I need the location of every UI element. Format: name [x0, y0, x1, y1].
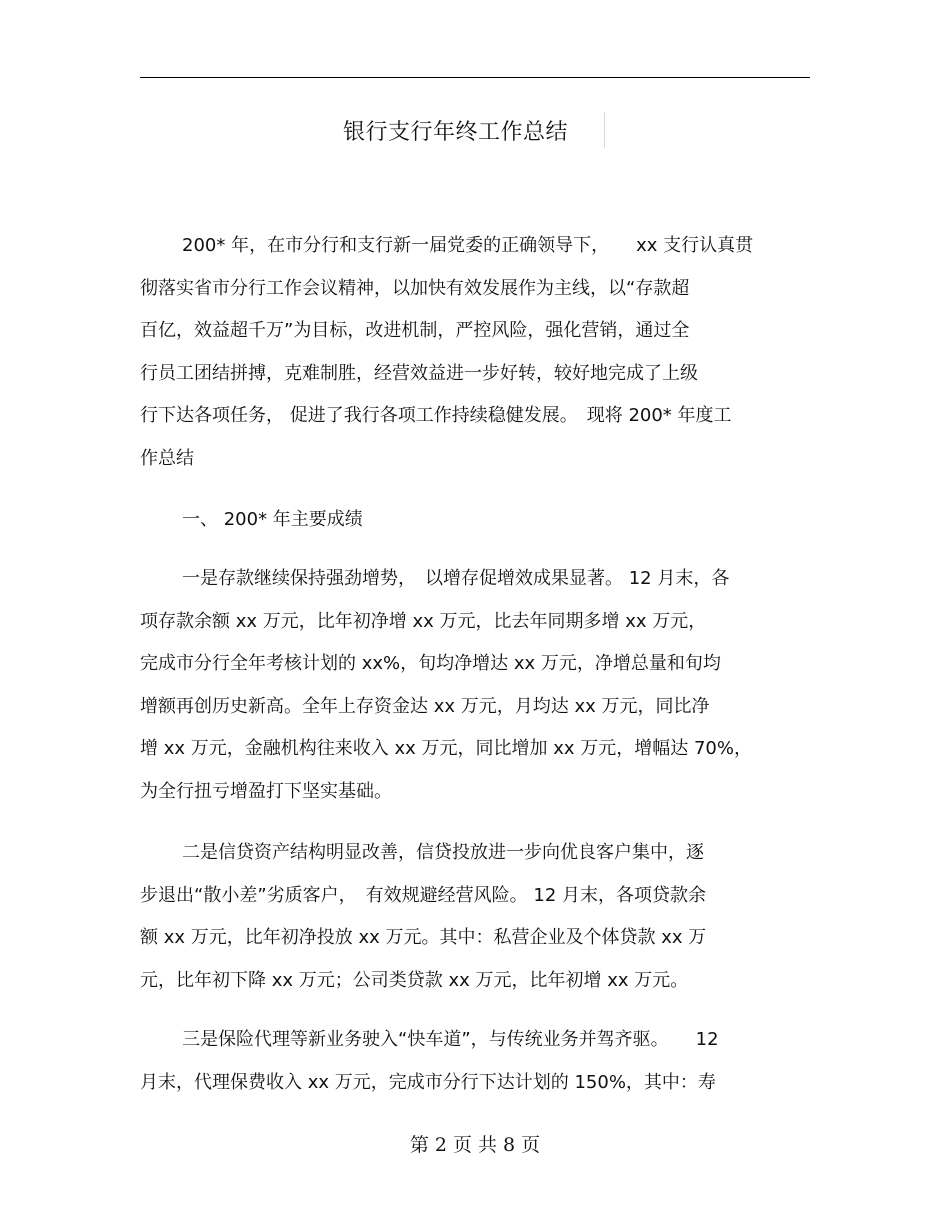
text-line: 一是存款继续保持强劲增势， 以增存促增效成果显著。 12 月末，各: [182, 568, 730, 589]
text-line: 增 xx 万元，金融机构往来收入 xx 万元，同比增加 xx 万元，增幅达 70%，: [140, 738, 752, 759]
page-number: 第 2 页 共 8 页: [409, 1134, 541, 1156]
paragraph-deposits: [140, 558, 810, 813]
header-rule: [140, 77, 810, 78]
section-heading: 一、 200* 年主要成绩: [182, 509, 363, 530]
text-line: 增额再创历史新高。全年上存资金达 xx 万元，月均达 xx 万元，同比净: [140, 695, 710, 717]
text-line: 项存款余额 xx 万元，比年初净增 xx 万元，比去年同期多增 xx 万元，: [140, 610, 707, 632]
text-line: 作总结: [140, 447, 194, 469]
text-line: 二是信贷资产结构明显改善，信贷投放进一步向优良客户集中，逐: [182, 842, 704, 863]
text-line: 行下达各项任务， 促进了我行各项工作持续稳健发展。 现将 200* 年度工: [140, 405, 732, 426]
text-line: 月末，代理保费收入 xx 万元，完成市分行下达计划的 150%，其中：寿: [140, 1071, 716, 1093]
text-line: 完成市分行全年考核计划的 xx%，旬均净增达 xx 万元，净增总量和旬均: [140, 653, 721, 674]
text-line: 额 xx 万元，比年初净投放 xx 万元。其中：私营企业及个体贷款 xx 万: [140, 927, 707, 948]
text-line: 百亿，效益超千万”为目标，改进机制，严控风险，强化营销，通过全: [140, 320, 690, 341]
intro-paragraph: [140, 225, 810, 480]
text-line: 元，比年初下降 xx 万元；公司类贷款 xx 万元，比年初增 xx 万元。: [140, 969, 689, 991]
text-line: 彻落实省市分行工作会议精神，以加快有效发展作为主线，以“存款超: [140, 277, 690, 299]
text-line: 三是保险代理等新业务驶入“快车道”，与传统业务并驾齐驱。 12: [182, 1029, 719, 1050]
paragraph-credit: [140, 832, 810, 1002]
text-line: 200* 年，在市分行和支行新一届党委的正确领导下， xx 支行认真贯: [182, 235, 754, 256]
text-line: 为全行扭亏增盈打下坚实基础。: [140, 780, 392, 802]
text-line: 步退出“散小差”劣质客户， 有效规避经营风险。 12 月末，各项贷款余: [140, 884, 706, 906]
document-title: 银行支行年终工作总结: [343, 120, 569, 145]
text-line: 行员工团结拼搏，克难制胜，经营效益进一步好转，较好地完成了上级: [140, 362, 698, 384]
paragraph-insurance: [140, 1019, 810, 1104]
